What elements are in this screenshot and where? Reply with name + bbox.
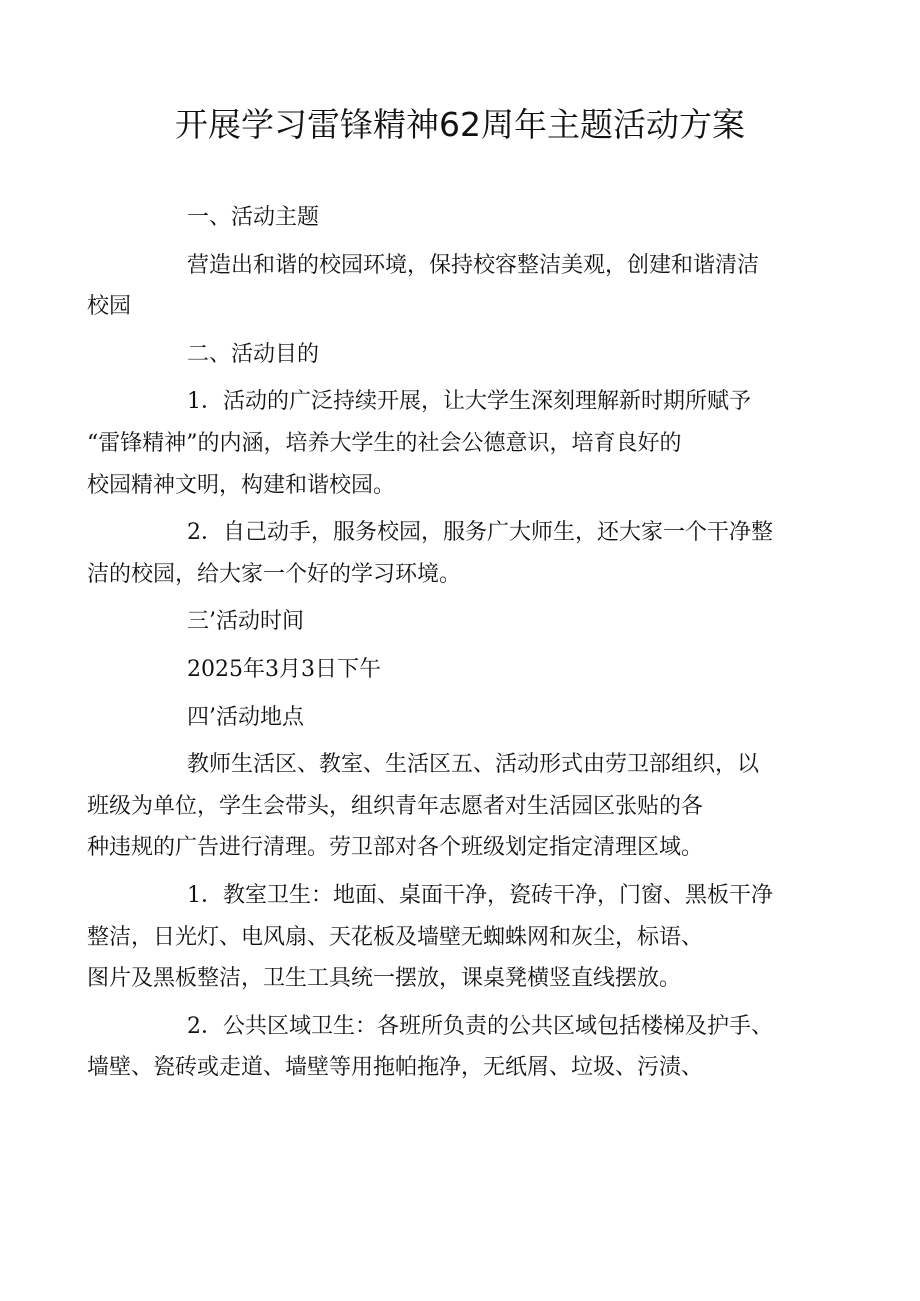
document-title: 开展学习雷锋精神62周年主题活动方案	[175, 105, 745, 144]
paragraph	[137, 197, 797, 239]
paragraph-line: 2025年3月3日下午	[187, 656, 381, 682]
paragraph-line: 班级为单位，学生会带头，组织青年志愿者对生活园区张贴的各	[87, 793, 704, 819]
paragraph-line: 1．教室卫生：地面、桌面干净，瓷砖干净，门窗、黑板干净	[187, 882, 773, 908]
paragraph-line: 洁的校园，给大家一个好的学习环境。	[87, 561, 462, 587]
paragraph	[137, 649, 797, 691]
paragraph	[137, 334, 797, 376]
paragraph	[87, 744, 797, 869]
paragraph-line: 四’活动地点	[187, 704, 304, 730]
paragraph-line: 校园精神文明，构建和谐校园。	[87, 472, 396, 498]
paragraph-line: 图片及黑板整洁，卫生工具统一摆放，课桌凳横竖直线摆放。	[87, 966, 682, 992]
paragraph-line: 二、活动目的	[187, 341, 320, 367]
paragraph	[87, 245, 797, 328]
paragraph-line: 校园	[87, 294, 132, 320]
paragraph	[87, 1006, 797, 1089]
paragraph-line: 种违规的广告进行清理。劳卫部对各个班级划定指定清理区域。	[87, 835, 704, 861]
paragraph	[87, 512, 797, 595]
paragraph	[137, 601, 797, 643]
paragraph	[87, 875, 797, 1000]
paragraph-line: 教师生活区、教室、生活区五、活动形式由劳卫部组织，以	[187, 752, 760, 778]
paragraph-line: 墙壁、瓷砖或走道、墙壁等用拖帕拖净，无纸屑、垃圾、污渍、	[87, 1055, 704, 1081]
paragraph-line: 三’活动时间	[187, 609, 304, 635]
paragraph-line: 2．公共区域卫生：各班所负责的公共区域包括楼梯及护手、	[187, 1013, 773, 1039]
paragraph	[137, 697, 797, 739]
paragraph-line: 整洁，日光灯、电风扇、天花板及墙壁无蜘蛛网和灰尘，标语、	[87, 924, 704, 950]
paragraph-line: 2．自己动手，服务校园，服务广大师生，还大家一个干净整	[187, 520, 773, 546]
paragraph-line: “雷锋精神”的内涵，培养大学生的社会公德意识，培育良好的	[87, 430, 682, 456]
document-body	[87, 197, 797, 1095]
paragraph-line: 营造出和谐的校园环境，保持校容整洁美观，创建和谐清洁	[187, 252, 760, 278]
paragraph	[87, 381, 797, 506]
paragraph-line: 一、活动主题	[187, 205, 320, 230]
paragraph-line: 1．活动的广泛持续开展，让大学生深刻理解新时期所赋予	[187, 389, 751, 415]
